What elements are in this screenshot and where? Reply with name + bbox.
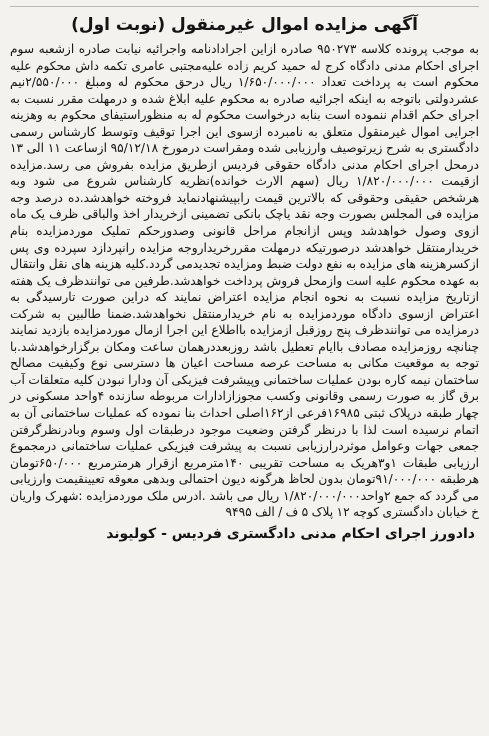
previous-column-edge: [10, 0, 479, 7]
notice-body: [10, 41, 479, 521]
notice-signature: دادورز اجرای احکام مدنی دادگستری فردیس - کولیوند: [106, 525, 475, 542]
notice-body-paragraph: به موجب پرونده کلاسه ۹۵۰۲۷۳ صادره ازاین اجرادادنامه واجرائیه نیابت صادره ازشعبه سوم اجرای احکام مدنی دادگاه کرج له حمید کریم زاده علیه‌مجتبی عامری تکمه داش محکوم علیه محکوم است به پرداخت تعداد ۱/۶۵۰/۰۰۰/۰۰۰ ریال درحق محکوم له ومبلغ ۲/۵۵۰/۰۰۰نیم عشردولتی باتوجه به اینکه اجرائیه صادره به محکوم علیه ابلاغ شده و درمهلت مقرر نسبت به اجرای حکم اقدام ننموده است بنابه درخواست محکوم له به منظوراستیفای محکوم به وهزینه اجرایی اموال غیرمنقول متعلق به نامبرده ازسوی این اجرا توقیف وتوسط کارشناس رسمی دادگستری به شرح زیرتوصیف وارزیابی شده ومقراست درمورخ ۹۵/۱۲/۱۸ ازساعت ۱۱ الی ۱۳ درمحل اجرای احکام مدنی دادگاه حقوقی فردیس ازطریق مزایده بفروش می رسد.مزایده ازقیمت ۱/۸۲۰/۰۰۰/۰۰۰ ریال (سهم الارث خوانده)نظریه کارشناس شروع می شود وبه هرشخص حقیقی وحقوقی که بالاترین قیمت رابپیشنهادنماید فروخته خواهدشد.ده درصد وجه مزایده فی المجلس بصورت وجه نقد یاچک بانکی تضمینی ازخریدار اخذ والباقی ظرف یک ماه ازوی وصول خواهدشد وپس ازانجام مراحل قانونی وصدورحکم تملیک موردمزایده بنام خریدارمنتقل خواهدشد درصورتیکه درمهلت مقررخریداروجه مزایده رانپردازد سپرده وی پس ازکسرهزینه های مزایده به نفع دولت ضبط ومزایده تجدیدمی گردد.کلیه هزینه های نقل وانتقال به عهده محکوم علیه است وازمحل فروش پرداخت خواهدشد.طرفین می توانندظرف یک هفته ازتاریخ مزایده نسبت به نحوه انجام مزایده اعتراض نمایند که دراین صورت تارسیدگی به اعتراض ازسوی دادگاه موردمزایده به نام خریدارمنتقل نخواهدشد.ضمنا طالبین به شرکت درمزایده می توانندظرف پنج روزقبل ازمزایده بااطلاع این اجرا ازمال موردمزایده بازدید نمایند چنانچه روزمزایده مصادف باایام تعطیل باشد روزبعددرهمان ساعت ومکان برگزارخواهدشد.با توجه به موقعیت مکانی به مساحت عرصه مساحت اعیان ها دسترسی نوع وکیفیت مصالح ساختمان نیمه کاره بودن عملیات ساختمانی وپیشرفت فیزیکی آن ودارا نبودن کلیه متعلقات آب برق گاز به صورت رسمی وقانونی وکسب مجوزازادارات مربوطه سازنده ۴واحد مسکونی در چهار طبقه درپلاک ثبتی ۱۶۹۸۵فرعی از۱۶۲اصلی احداث بنا نموده که عملیات ساختمانی آن به اتمام نرسیده است لذا با درنظر گرفتن وضعیت موجود درطبقات اول وسوم وبادرنظرگرفتن جمعی جهات وعوامل موثردرارزیابی نسبت به پیشرفت فیزیکی عملیات ساختمانی درمجموع ارزیابی طبقات ۱و۳هریک به مساحت تقریبی ۱۴۰مترمربع ازقرار هرمترمربع ۶۵۰/۰۰۰تومان هرطبقه ۹۱/۰۰۰/۰۰۰تومان بدون لحاظ هرگونه دیون احتمالی وبدهی معوقه تعیینقیمت وارزیابی می گردد که جمع ۲واحد۱/۸۲۰/۰۰۰/۰۰۰ ریال می باشد .ادرس ملک موردمزایده :شهرک واریان خ خیابان دادگستری کوچه ۱۲ پلاک ۵ ف / الف ۹۴۹۵: [10, 42, 479, 520]
notice-title: آگهی مزایده اموال غیرمنقول (نوبت اول): [71, 15, 418, 35]
